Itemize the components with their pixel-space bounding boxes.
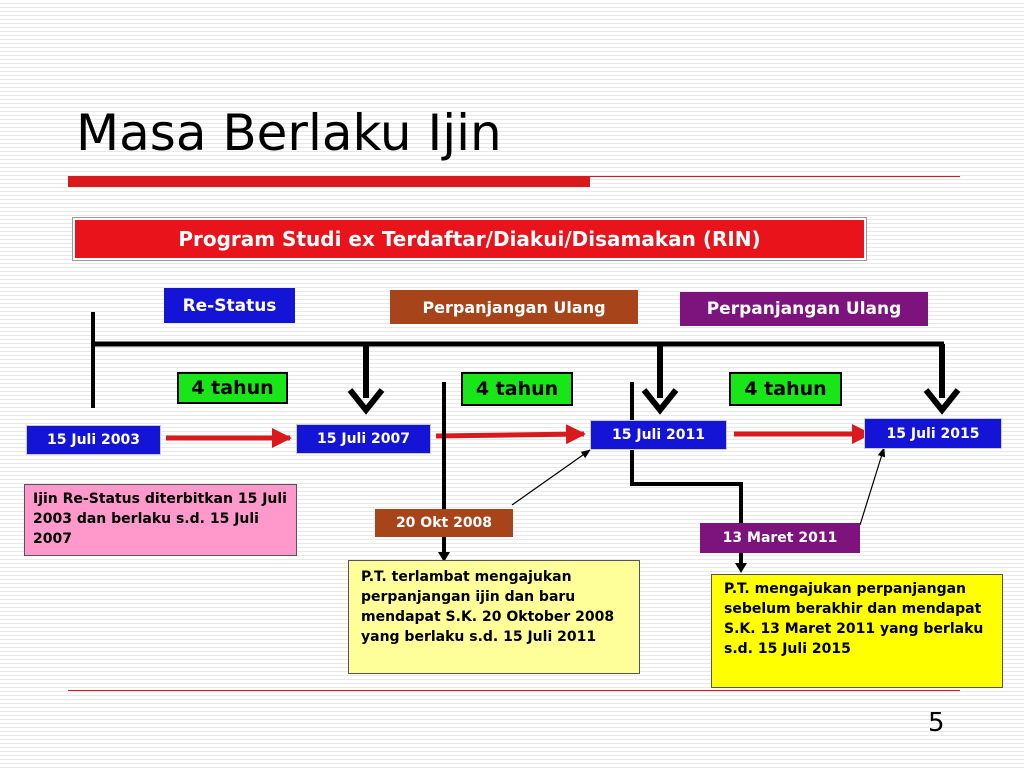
page-title: Masa Berlaku Ijin	[76, 104, 502, 162]
date-okt-2008: 20 Okt 2008	[375, 509, 513, 537]
note-restatus: Ijin Re-Status diterbitkan 15 Juli 2003 dan berlaku s.d. 15 Juli 2007	[24, 484, 297, 556]
period-label-3: 4 tahun	[729, 372, 842, 406]
date-2007: 15 Juli 2007	[296, 424, 431, 454]
down-arrow-2015	[926, 344, 958, 410]
period-label-2: 4 tahun	[461, 372, 573, 406]
title-underline-bar	[68, 176, 590, 187]
pointer-maret-to-2015	[860, 448, 884, 525]
perpanjangan-label-2: Perpanjangan Ulang	[680, 292, 928, 326]
program-header-banner: Program Studi ex Terdaftar/Diakui/Disamakan (RIN)	[73, 218, 866, 260]
note-early-extension: P.T. mengajukan perpanjangan sebelum berakhir dan mendapat S.K. 13 Maret 2011 yang berlaku s.d. 15 Juli 2015	[711, 574, 1003, 688]
down-arrow-2011	[644, 344, 676, 410]
perpanjangan-label-1: Perpanjangan Ulang	[390, 290, 638, 324]
pointer-okt-to-2011	[512, 450, 590, 505]
restatus-label: Re-Status	[164, 288, 295, 323]
down-arrow-2007	[350, 344, 382, 410]
date-maret-2011: 13 Maret 2011	[700, 523, 860, 553]
note-late-extension: P.T. terlambat mengajukan perpanjangan ijin dan baru mendapat S.K. 20 Oktober 2008 yang berlaku s.d. 15 Juli 2011	[348, 560, 640, 674]
period-label-1: 4 tahun	[177, 372, 288, 404]
date-2015: 15 Juli 2015	[864, 418, 1002, 449]
title-underline-thin	[590, 176, 960, 177]
footer-divider	[68, 690, 960, 691]
date-2011: 15 Juli 2011	[590, 420, 727, 450]
date-2003: 15 Juli 2003	[26, 425, 161, 455]
period-arrow-2	[436, 434, 584, 436]
page-number: 5	[928, 708, 945, 738]
